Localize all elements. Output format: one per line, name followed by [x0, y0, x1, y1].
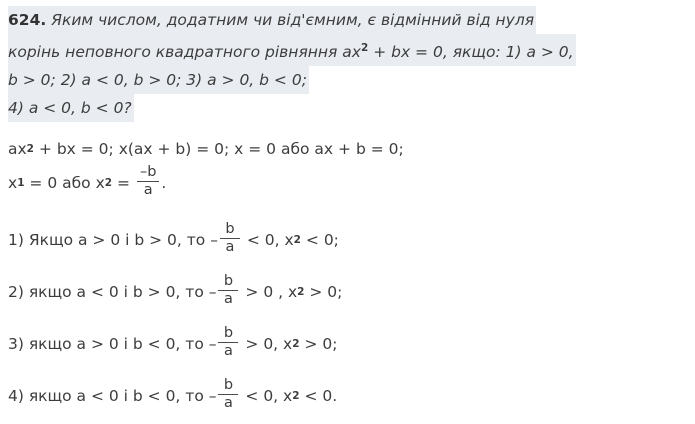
answer-4-fraction: [218, 378, 238, 411]
answer-3-prefix: 3) якщо a > 0 і b < 0, то: [8, 334, 209, 353]
answer-case-4: [8, 370, 687, 422]
answer-2-middle: > 0 , x: [240, 282, 298, 301]
answer-2-numerator: b: [223, 272, 234, 289]
statement-line-4: 4) a < 0, b < 0?: [8, 94, 134, 122]
exercise-number: 624.: [8, 11, 47, 29]
answer-3-middle: > 0, x: [240, 334, 293, 353]
answer-2-root-index: 2: [297, 285, 305, 298]
statement-line-1-text: Яким числом, додатним чи від'ємним, є відмінний від нуля: [51, 11, 535, 29]
answer-4-middle: < 0, x: [240, 386, 293, 405]
answer-1-root-index: 2: [293, 233, 301, 246]
answer-1-fraction: [220, 222, 240, 255]
statement-exponent: 2: [360, 42, 369, 54]
answer-1-denominator: a: [225, 239, 235, 256]
answer-3-numerator: b: [223, 324, 234, 341]
solution-line-1-a: ax: [8, 140, 27, 159]
answer-2-suffix: > 0;: [304, 282, 343, 301]
fraction-numerator: –b: [139, 164, 157, 181]
statement-line-3: b > 0; 2) a < 0, b > 0; 3) a > 0, b < 0;: [8, 66, 309, 94]
fraction-denominator: a: [143, 182, 153, 199]
root-index-2: 2: [104, 176, 113, 189]
solution-line-2: [8, 166, 687, 199]
root-index-1: 1: [17, 176, 25, 189]
answer-2-fraction: [218, 274, 238, 307]
answer-4-prefix: 4) якщо a < 0 і b < 0, то: [8, 386, 209, 405]
solution-line-2-a: x: [8, 173, 18, 192]
exercise-statement: [8, 6, 687, 122]
statement-line-2-text-b: + bx = 0, якщо: 1) a > 0,: [368, 43, 574, 62]
statement-line-2-text-a: корінь неповного квадратного рівняння ax: [8, 43, 361, 62]
answer-3-minus-sign: –: [208, 334, 217, 353]
answer-4-denominator: a: [224, 395, 233, 412]
answers-list: [8, 214, 687, 422]
answer-4-root-index: 2: [292, 389, 300, 402]
answer-4-suffix: < 0.: [299, 386, 338, 405]
answer-1-minus-sign: –: [210, 230, 218, 249]
solution-block: [8, 134, 687, 421]
solution-line-1-b: + bx = 0; x(ax + b) = 0; x = 0 або ax + b = 0;: [33, 140, 404, 159]
answer-3-root-index: 2: [292, 337, 300, 350]
solution-line-1: [8, 134, 687, 164]
solution-line-2-b: = 0 або x: [24, 173, 105, 192]
answer-1-middle: < 0, x: [241, 230, 294, 249]
answer-2-prefix: 2) якщо a < 0 і b > 0, то: [8, 282, 209, 301]
answer-3-fraction: [218, 326, 238, 359]
solution-exponent: 2: [26, 143, 34, 156]
answer-2-denominator: a: [224, 291, 233, 308]
answer-case-2: [8, 266, 687, 318]
solution-line-2-d: .: [161, 173, 167, 192]
statement-line-2: [8, 34, 576, 66]
answer-4-minus-sign: –: [208, 386, 217, 405]
statement-line-1: [8, 6, 536, 34]
fraction-minus-b-over-a: [137, 165, 159, 198]
answer-1-prefix: 1) Якщо a > 0 і b > 0, то: [8, 230, 211, 249]
answer-case-3: [8, 318, 687, 370]
solution-line-2-c: =: [112, 173, 135, 192]
answer-1-suffix: < 0;: [300, 230, 339, 249]
answer-case-1: [8, 214, 687, 266]
answer-4-numerator: b: [223, 376, 234, 393]
answer-3-suffix: > 0;: [299, 334, 338, 353]
answer-3-denominator: a: [224, 343, 233, 360]
answer-2-minus-sign: –: [208, 282, 217, 301]
answer-1-numerator: b: [225, 220, 235, 237]
